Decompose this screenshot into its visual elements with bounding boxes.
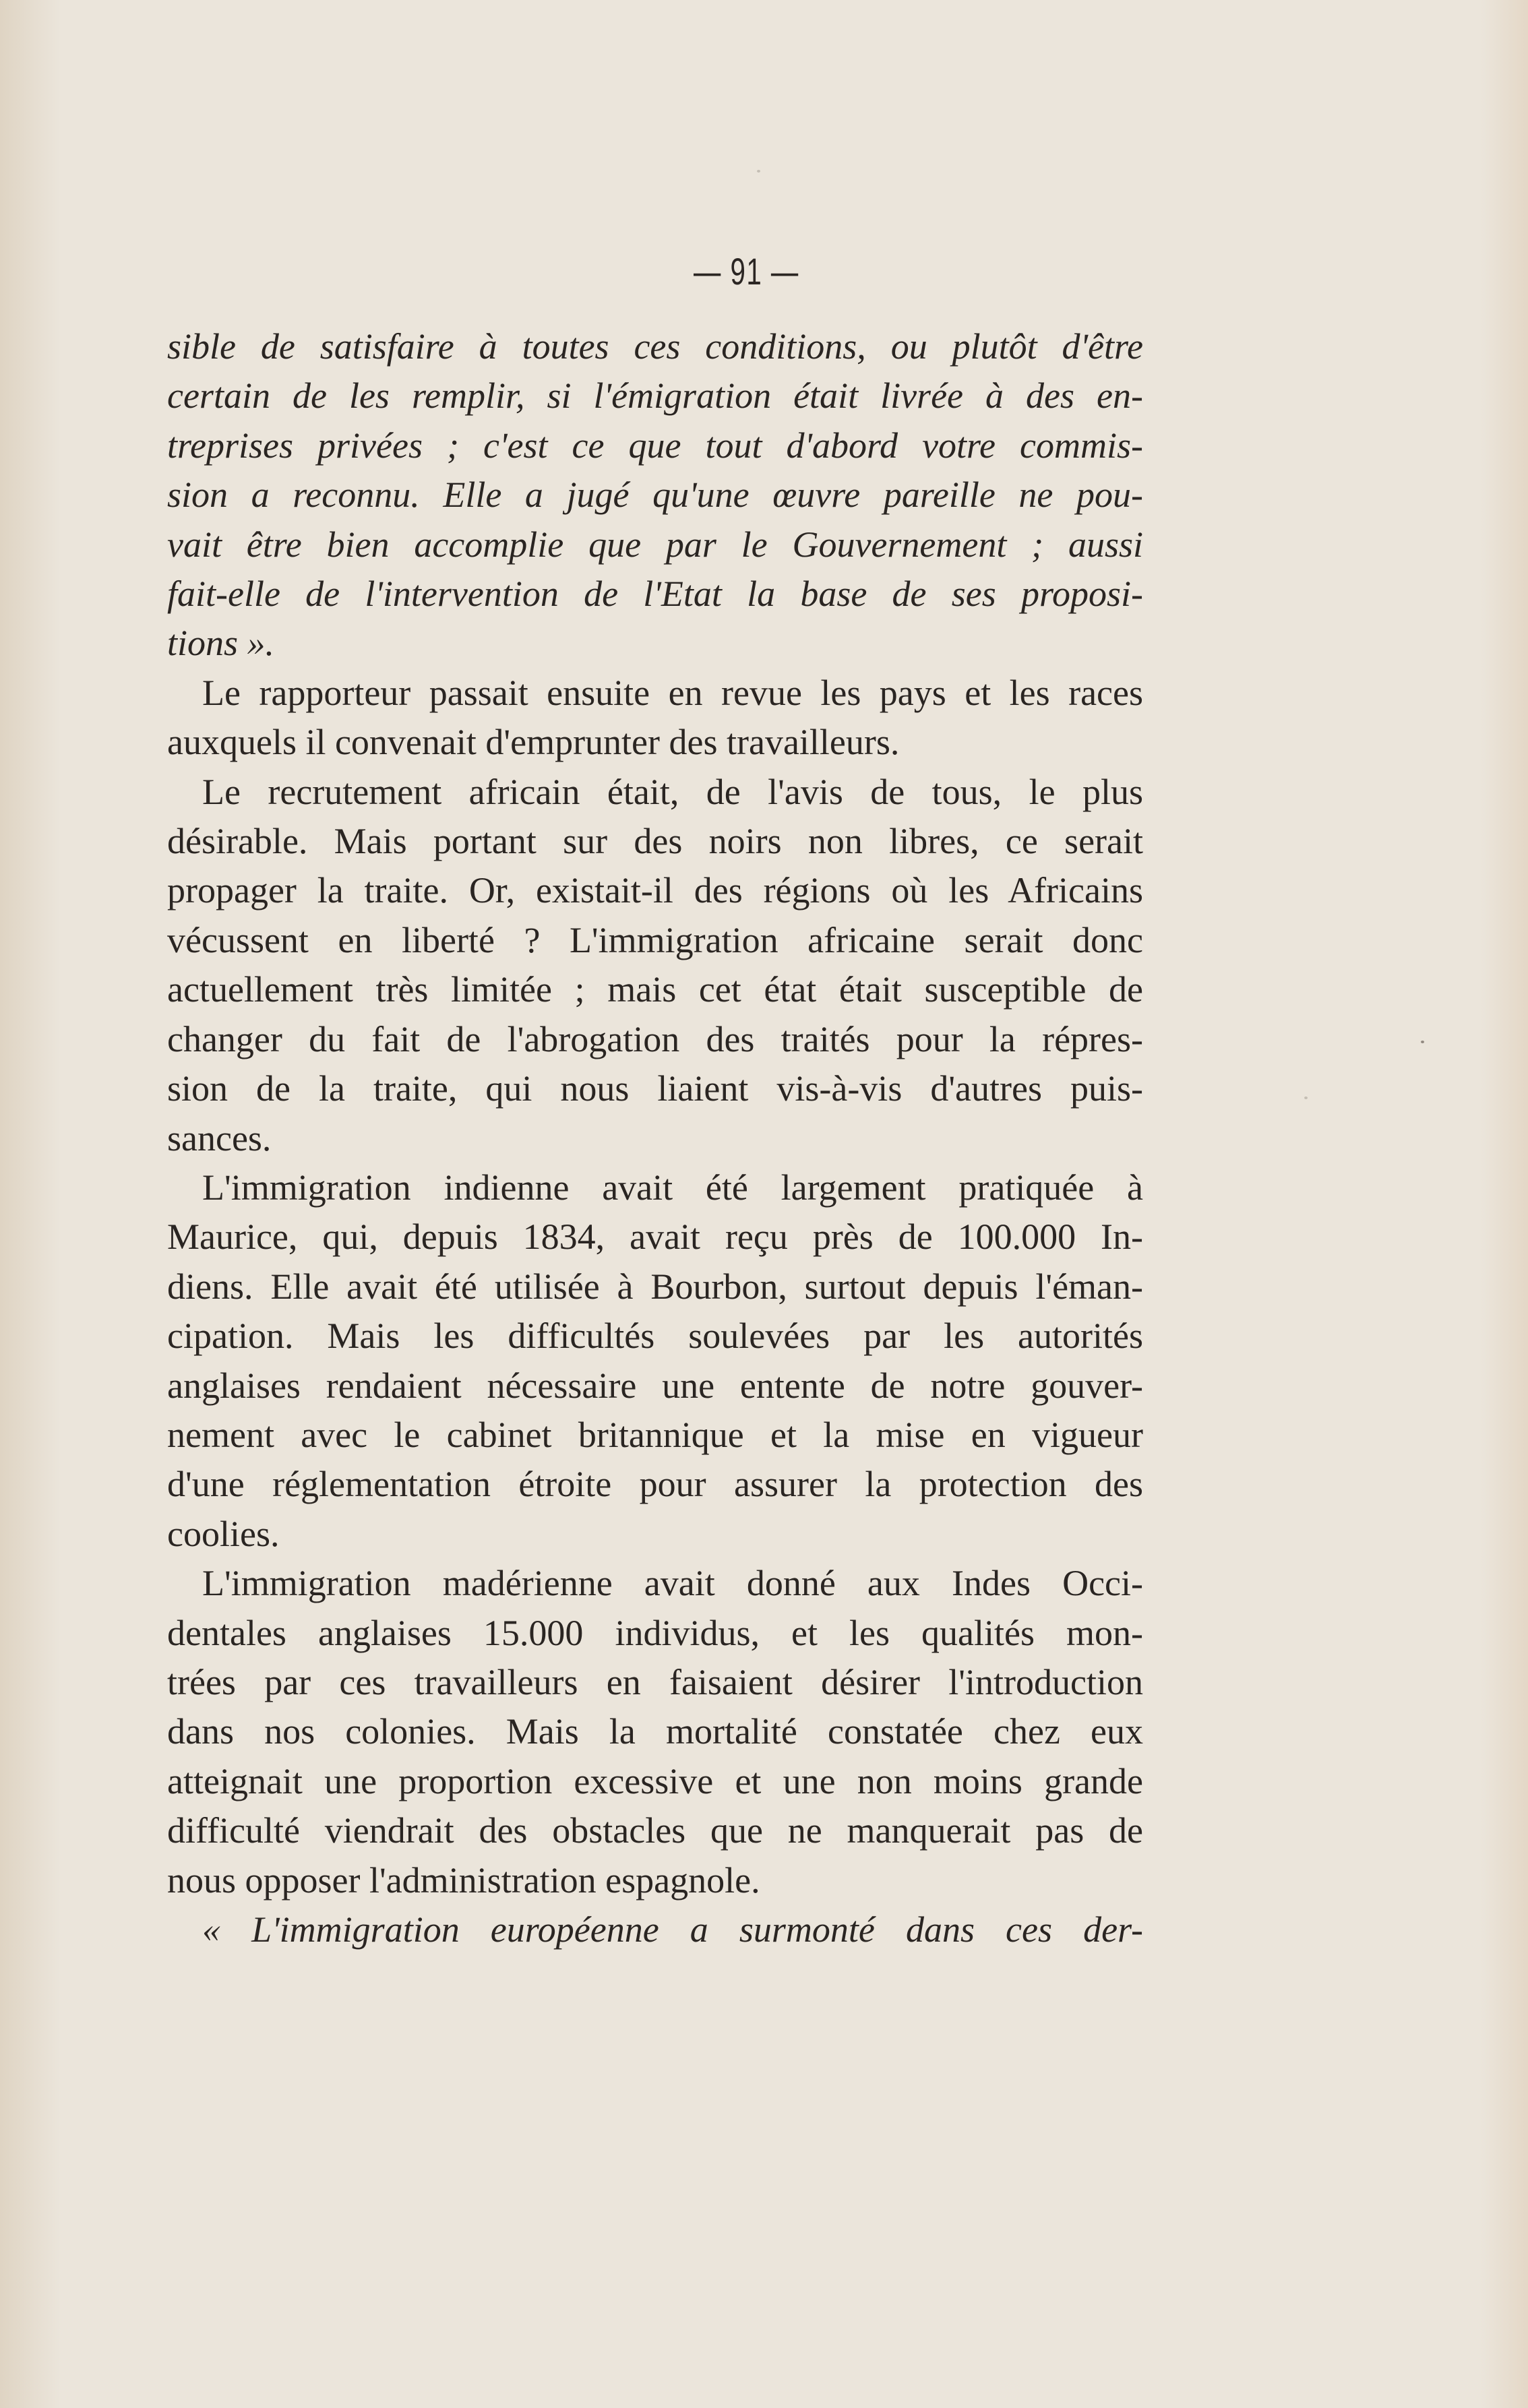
text-line: L'immigration madérienne avait donné aux Indes Occi- <box>202 1563 1143 1604</box>
text-line: nement avec le cabinet britannique et la mise en vigueur <box>167 1414 1143 1455</box>
text-line: dans nos colonies. Mais la mortalité constatée chez eux <box>167 1711 1143 1752</box>
text-line: sances. <box>167 1117 272 1159</box>
text-line: « L'immigration européenne a surmonté dans ces der- <box>202 1909 1143 1950</box>
scan-speck <box>1304 1097 1308 1099</box>
text-line: fait-elle de l'intervention de l'Etat la base de ses proposi- <box>167 574 1143 615</box>
paragraph-rapporteur <box>167 669 1143 768</box>
body-text <box>167 322 1143 1954</box>
scan-speck <box>757 170 760 173</box>
text-line: certain de les remplir, si l'émigration était livrée à des en- <box>167 375 1143 416</box>
text-line: sible de satisfaire à toutes ces conditions, ou plutôt d'être <box>167 326 1143 367</box>
paragraph-european-immigration-quote <box>167 1905 1143 1954</box>
text-line: L'immigration indienne avait été largement pratiquée à <box>202 1167 1143 1208</box>
text-line: coolies. <box>167 1513 280 1554</box>
paragraph-quote-continuation <box>167 322 1143 669</box>
text-line: vécussent en liberté ? L'immigration africaine serait donc <box>167 919 1143 960</box>
text-line: atteignait une proportion excessive et une non moins grande <box>167 1760 1143 1801</box>
paragraph-madeiran-immigration <box>167 1559 1143 1905</box>
paragraph-indian-immigration <box>167 1163 1143 1559</box>
scan-speck <box>1421 1041 1424 1043</box>
text-line: difficulté viendrait des obstacles que ne manquerait pas de <box>167 1810 1143 1851</box>
paragraph-african-recruitment <box>167 768 1143 1163</box>
text-line: propager la traite. Or, existait-il des régions où les Africains <box>167 870 1143 911</box>
text-line: changer du fait de l'abrogation des traités pour la répres- <box>167 1018 1143 1059</box>
text-line: dentales anglaises 15.000 individus, et les qualités mon- <box>167 1612 1143 1653</box>
text-line: auxquels il convenait d'emprunter des travailleurs. <box>167 722 900 763</box>
text-line: sion de la traite, qui nous liaient vis-à-vis d'autres puis- <box>167 1068 1143 1109</box>
text-line: nous opposer l'administration espagnole. <box>167 1859 760 1901</box>
text-line: treprises privées ; c'est ce que tout d'abord votre commis- <box>167 425 1143 466</box>
text-line: anglaises rendaient nécessaire une entente de notre gouver- <box>167 1365 1143 1406</box>
text-line: cipation. Mais les difficultés soulevées par les autorités <box>167 1316 1143 1357</box>
text-line: Le rapporteur passait ensuite en revue les pays et les races <box>202 672 1143 713</box>
page-number: — 91 — <box>694 250 799 292</box>
text-line: diens. Elle avait été utilisée à Bourbon, surtout depuis l'éman- <box>167 1266 1143 1307</box>
text-line: actuellement très limitée ; mais cet état était susceptible de <box>167 969 1143 1010</box>
text-line: Maurice, qui, depuis 1834, avait reçu près de 100.000 In- <box>167 1216 1143 1258</box>
text-line: tions ». <box>167 623 275 664</box>
text-line: vait être bien accomplie que par le Gouvernement ; aussi <box>167 524 1143 565</box>
text-line: désirable. Mais portant sur des noirs non libres, ce serait <box>167 821 1143 862</box>
text-line: trées par ces travailleurs en faisaient désirer l'introduction <box>167 1661 1143 1702</box>
text-line: Le recrutement africain était, de l'avis de tous, le plus <box>202 771 1143 812</box>
text-line: sion a reconnu. Elle a jugé qu'une œuvre pareille ne pou- <box>167 474 1143 516</box>
text-line: d'une réglementation étroite pour assurer la protection des <box>167 1464 1143 1505</box>
